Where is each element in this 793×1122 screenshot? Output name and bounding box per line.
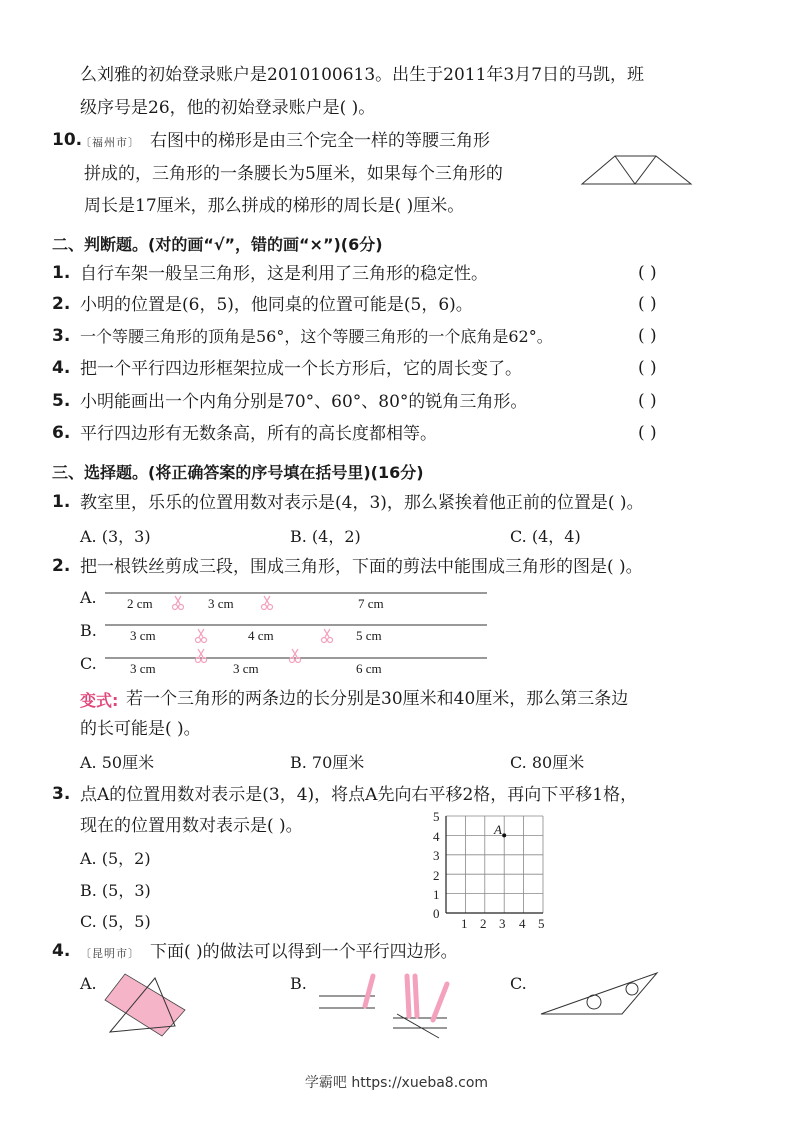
grid-y-tick: 1 — [433, 887, 440, 902]
page-footer: 学霸吧 https://xueba8.com — [304, 1075, 489, 1091]
wire-a-seg-3: 7 cm — [358, 596, 384, 611]
choice-1-number: 1. — [52, 492, 71, 512]
scissors-icon — [322, 629, 333, 643]
judge-3-answer-blank[interactable]: ( ) — [638, 326, 657, 346]
choice-1-option-a[interactable]: A. (3，3) — [80, 527, 151, 546]
choice-3-option-b[interactable]: B. (5，3) — [80, 881, 151, 900]
choice-2-number: 2. — [52, 556, 71, 576]
grid-x-tick: 1 — [461, 916, 468, 931]
grid-y-tick: 0 — [433, 906, 440, 921]
variant-option-a[interactable]: A. 50厘米 — [80, 753, 155, 772]
wire-row-a-label[interactable]: A. — [80, 588, 97, 607]
variant-line-2: 的长可能是( )。 — [80, 719, 201, 739]
judge-1-number: 1. — [52, 263, 71, 283]
overlap-triangles-figure — [100, 970, 190, 1040]
grid-x-tick: 5 — [538, 916, 545, 931]
wire-c-seg-2: 3 cm — [233, 661, 259, 676]
section3-title: 三、选择题。(将正确答案的序号填在括号里)(16分) — [52, 463, 424, 482]
wire-c-seg-1: 3 cm — [130, 661, 156, 676]
wire-b-seg-1: 3 cm — [130, 628, 156, 643]
choice-1-option-b[interactable]: B. (4，2) — [290, 527, 361, 546]
judge-4-text: 把一个平行四边形框架拉成一个长方形后，它的周长变了。 — [80, 359, 522, 379]
choice-3-line-1: 点A的位置用数对表示是(3，4)，将点A先向右平移2格，再向下平移1格， — [80, 785, 638, 805]
choice-3-number: 3. — [52, 784, 71, 804]
intro-line-1: 么刘雅的初始登录账户是2010100613。出生于2011年3月7日的马凯，班 — [80, 65, 645, 85]
judge-3-number: 3. — [52, 326, 71, 346]
q10-tag: 〔福州市〕 — [80, 136, 140, 149]
grid-y-tick: 2 — [433, 868, 440, 883]
wire-c-seg-3: 6 cm — [356, 661, 382, 676]
grid-point-a — [502, 833, 506, 837]
judge-6-number: 6. — [52, 423, 71, 443]
scissors-icon — [196, 629, 207, 643]
choice-4-text: 下面( )的做法可以得到一个平行四边形。 — [150, 942, 458, 962]
section2-title: 二、判断题。(对的画“√”，错的画“×”)(6分) — [52, 235, 383, 254]
grid-x-tick: 3 — [499, 916, 506, 931]
choice-1-text: 教室里，乐乐的位置用数对表示是(4，3)，那么紧挨着他正前的位置是( )。 — [80, 493, 644, 513]
intro-line-2: 级序号是26，他的初始登录账户是( )。 — [80, 98, 376, 118]
variant-option-b[interactable]: B. 70厘米 — [290, 753, 365, 772]
grid-point-label: A — [494, 822, 502, 837]
judge-2-number: 2. — [52, 294, 71, 314]
choice-1-option-c[interactable]: C. (4，4) — [510, 527, 581, 546]
scissors-icon — [196, 649, 207, 663]
q10-number: 10. — [52, 130, 83, 150]
grid-x-tick: 4 — [519, 916, 526, 931]
scissors-icons — [173, 596, 333, 663]
wire-a-seg-1: 2 cm — [127, 596, 153, 611]
judge-4-answer-blank[interactable]: ( ) — [638, 358, 657, 378]
judge-2-answer-blank[interactable]: ( ) — [638, 294, 657, 314]
scissors-icon — [262, 596, 273, 610]
variant-line-1: 若一个三角形的两条边的长分别是30厘米和40厘米，那么第三条边 — [126, 689, 629, 709]
judge-5-number: 5. — [52, 391, 71, 411]
grid-x-tick: 2 — [480, 916, 487, 931]
variant-label: 变式: — [80, 691, 119, 710]
judge-6-text: 平行四边形有无数条高，所有的高长度都相等。 — [80, 424, 437, 444]
judge-3-text: 一个等腰三角形的顶角是56°，这个等腰三角形的一个底角是62°。 — [80, 327, 553, 346]
judge-5-answer-blank[interactable]: ( ) — [638, 391, 657, 411]
choice-3-line-2: 现在的位置用数对表示是( )。 — [80, 816, 303, 836]
wire-a-seg-2: 3 cm — [208, 596, 234, 611]
judge-6-answer-blank[interactable]: ( ) — [638, 423, 657, 443]
wire-b-seg-3: 5 cm — [356, 628, 382, 643]
judge-5-text: 小明能画出一个内角分别是70°、60°、80°的锐角三角形。 — [80, 392, 528, 412]
grid-y-tick: 4 — [433, 829, 440, 844]
judge-1-answer-blank[interactable]: ( ) — [638, 263, 657, 283]
q10-line-2: 拼成的，三角形的一条腰长为5厘米，如果每个三角形的 — [84, 164, 503, 184]
variant-option-c[interactable]: C. 80厘米 — [510, 753, 585, 772]
choice-4-option-b[interactable]: B. — [290, 974, 307, 993]
choice-4-number: 4. — [52, 941, 71, 961]
judge-4-number: 4. — [52, 358, 71, 378]
scissors-icon — [173, 596, 184, 610]
wire-row-b-label[interactable]: B. — [80, 621, 97, 640]
choice-4-option-a[interactable]: A. — [80, 974, 97, 993]
choice-2-text: 把一根铁丝剪成三段，围成三角形，下面的剪法中能围成三角形的图是( )。 — [80, 557, 643, 577]
choice-3-option-a[interactable]: A. (5，2) — [80, 849, 151, 868]
coordinate-grid — [428, 808, 553, 933]
wire-cut-diagram — [105, 588, 490, 668]
wire-row-c-label[interactable]: C. — [80, 654, 97, 673]
q10-line-3: 周长是17厘米，那么拼成的梯形的周长是( )厘米。 — [84, 196, 465, 216]
q10-line-1: 右图中的梯形是由三个完全一样的等腰三角形 — [150, 131, 490, 151]
judge-2-text: 小明的位置是(6，5)，他同桌的位置可能是(5，6)。 — [80, 295, 473, 315]
choice-4-option-c[interactable]: C. — [510, 974, 527, 993]
judge-1-text: 自行车架一般呈三角形，这是利用了三角形的稳定性。 — [80, 264, 488, 284]
trapezoid-figure — [578, 150, 696, 190]
wire-b-seg-2: 4 cm — [248, 628, 274, 643]
choice-4-tag: 〔昆明市〕 — [80, 947, 140, 960]
strips-figure — [315, 970, 455, 1040]
set-square-figure — [538, 970, 663, 1020]
grid-y-tick: 5 — [433, 809, 440, 824]
scissors-icon — [290, 649, 301, 663]
choice-3-option-c[interactable]: C. (5，5) — [80, 912, 151, 931]
grid-y-tick: 3 — [433, 848, 440, 863]
